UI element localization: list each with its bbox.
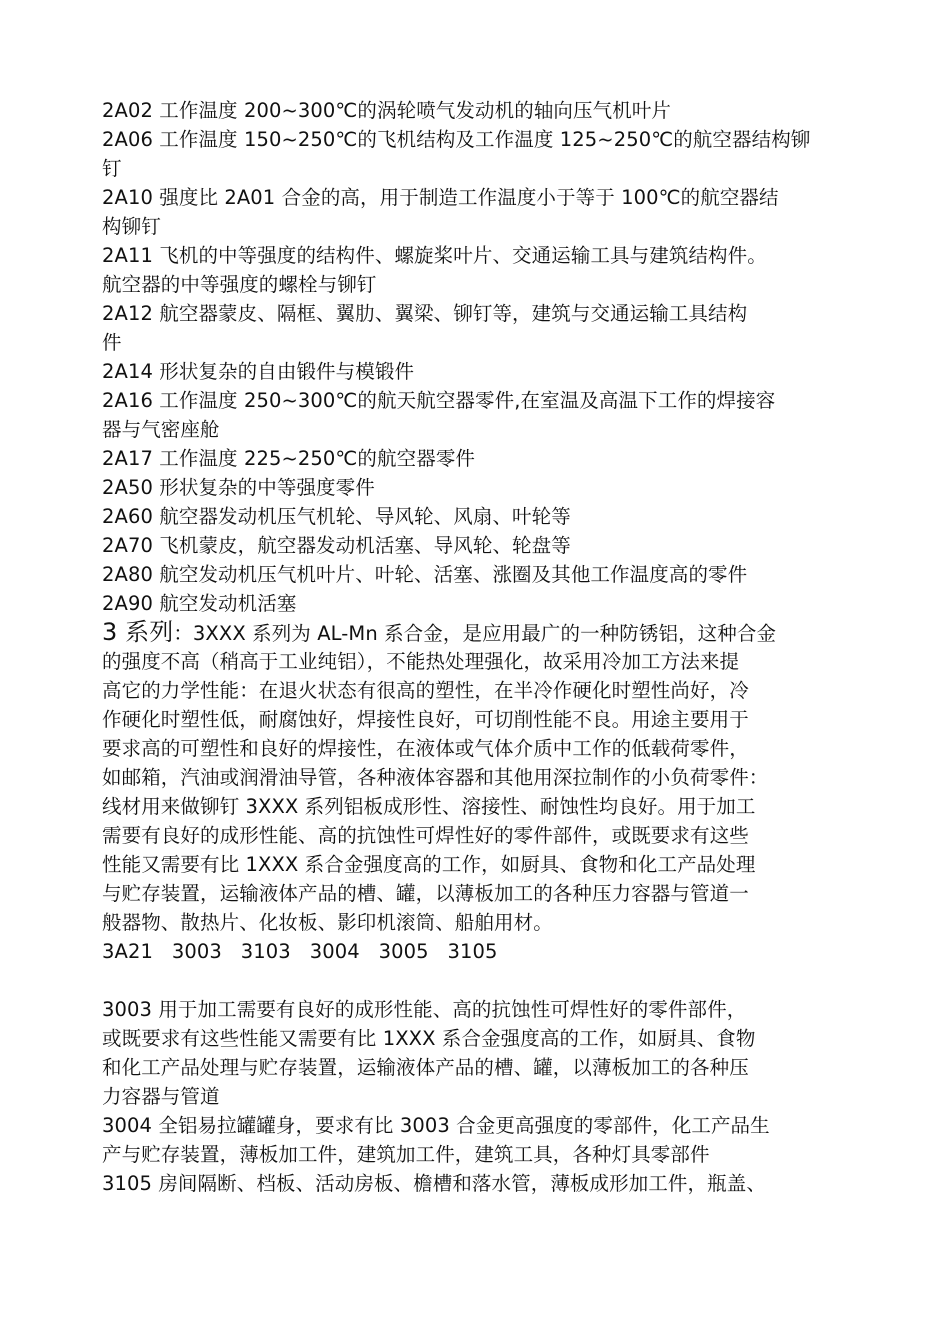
text-line: 般器物、散热片、化妆板、影印机滚筒、船舶用材。 xyxy=(102,911,553,934)
text-line: 高它的力学性能：在退火状态有很高的塑性，在半冷作硬化时塑性尚好，冷 xyxy=(102,679,749,702)
text-line: 2A70 飞机蒙皮，航空器发动机活塞、导风轮、轮盘等 xyxy=(102,534,571,557)
text-line: 2A80 航空发动机压气机叶片、叶轮、活塞、涨圈及其他工作温度高的零件 xyxy=(102,563,748,586)
alloy-entry-3003 xyxy=(102,995,838,1111)
alloy-entry-2a02 xyxy=(102,96,838,125)
text-line: 3004 全铝易拉罐罐身，要求有比 3003 合金更高强度的零部件，化工产品生 xyxy=(102,1114,770,1137)
text-line: 2A06 工作温度 150~250℃的飞机结构及工作温度 125~250℃的航空器结构铆 xyxy=(102,128,811,151)
text-line: 器与气密座舱 xyxy=(102,418,220,441)
alloy-entry-2a11 xyxy=(102,241,838,299)
alloy-entry-2a10 xyxy=(102,183,838,241)
text-line: 2A50 形状复杂的中等强度零件 xyxy=(102,476,375,499)
alloy-entry-2a60 xyxy=(102,502,838,531)
alloy-entry-2a06 xyxy=(102,125,838,183)
text-line: 2A12 航空器蒙皮、隔框、翼肋、翼梁、铆钉等，建筑与交通运输工具结构 xyxy=(102,302,748,325)
alloy-entry-2a16 xyxy=(102,386,838,444)
text-line: 钉 xyxy=(102,157,122,180)
text-line: 或既要求有这些性能又需要有比 1XXX 系合金强度高的工作，如厨具、食物 xyxy=(102,1027,756,1050)
text-line: 3105 房间隔断、档板、活动房板、檐槽和落水管，薄板成形加工件，瓶盖、 xyxy=(102,1172,766,1195)
series-3-first-line-text: ：3XXX 系列为 AL-Mn 系合金，是应用最广的一种防锈铝，这种合金 xyxy=(173,622,777,645)
text-line: 线材用来做铆钉 3XXX 系列铝板成形性、溶接性、耐蚀性均良好。用于加工 xyxy=(102,795,756,818)
alloy-entry-2a80 xyxy=(102,560,838,589)
document-page xyxy=(102,96,838,1198)
text-line: 件 xyxy=(102,331,122,354)
text-line: 3003 用于加工需要有良好的成形性能、高的抗蚀性可焊性好的零件部件， xyxy=(102,998,747,1021)
text-line: 2A11 飞机的中等强度的结构件、螺旋桨叶片、交通运输工具与建筑结构件。 xyxy=(102,244,767,267)
alloy-entry-2a90 xyxy=(102,589,838,618)
alloy-entry-3004 xyxy=(102,1111,838,1169)
text-line: 航空器的中等强度的螺栓与铆钉 xyxy=(102,273,377,296)
series-3-first-line xyxy=(102,618,838,647)
text-line: 2A14 形状复杂的自由锻件与模锻件 xyxy=(102,360,415,383)
text-line: 2A17 工作温度 225~250℃的航空器零件 xyxy=(102,447,476,470)
alloy-2xxx-list xyxy=(102,96,838,618)
text-line: 产与贮存装置，薄板加工件，建筑加工件，建筑工具，各种灯具零部件 xyxy=(102,1143,710,1166)
text-line: 需要有良好的成形性能、高的抗蚀性可焊性好的零件部件，或既要求有这些 xyxy=(102,824,749,847)
alloy-entry-3105 xyxy=(102,1169,838,1198)
alloy-entry-2a12 xyxy=(102,299,838,357)
alloy-entry-2a17 xyxy=(102,444,838,473)
text-line: 构铆钉 xyxy=(102,215,161,238)
text-line: 2A02 工作温度 200~300℃的涡轮喷气发动机的轴向压气机叶片 xyxy=(102,99,672,122)
text-line: 性能又需要有比 1XXX 系合金强度高的工作，如厨具、食物和化工产品处理 xyxy=(102,853,756,876)
paragraph-spacer xyxy=(102,966,838,995)
text-line: 2A16 工作温度 250~300℃的航天航空器零件,在室温及高温下工作的焊接容 xyxy=(102,389,776,412)
alloy-entry-2a70 xyxy=(102,531,838,560)
text-line: 2A10 强度比 2A01 合金的高，用于制造工作温度小于等于 100℃的航空器结 xyxy=(102,186,779,209)
text-line: 2A90 航空发动机活塞 xyxy=(102,592,297,615)
series-3-grades-line: 3A21 3003 3103 3004 3005 3105 xyxy=(102,940,498,963)
text-line: 作硬化时塑性低，耐腐蚀好，焊接性良好，可切削性能不良。用途主要用于 xyxy=(102,708,749,731)
text-line: 力容器与管道 xyxy=(102,1085,220,1108)
text-line: 的强度不高（稍高于工业纯铝），不能热处理强化，故采用冷加工方法来提 xyxy=(102,650,740,673)
text-line: 2A60 航空器发动机压气机轮、导风轮、风扇、叶轮等 xyxy=(102,505,571,528)
series-3-heading: 3 系列 xyxy=(102,618,174,646)
series-3-section xyxy=(102,618,838,966)
alloy-entry-2a50 xyxy=(102,473,838,502)
text-line: 如邮箱，汽油或润滑油导管，各种液体容器和其他用深拉制作的小负荷零件： xyxy=(102,766,769,789)
text-line: 要求高的可塑性和良好的焊接性，在液体或气体介质中工作的低载荷零件， xyxy=(102,737,749,760)
alloy-3xxx-list xyxy=(102,995,838,1198)
text-line: 和化工产品处理与贮存装置，运输液体产品的槽、罐，以薄板加工的各种压 xyxy=(102,1056,749,1079)
alloy-entry-2a14 xyxy=(102,357,838,386)
text-line: 与贮存装置，运输液体产品的槽、罐，以薄板加工的各种压力容器与管道一 xyxy=(102,882,749,905)
